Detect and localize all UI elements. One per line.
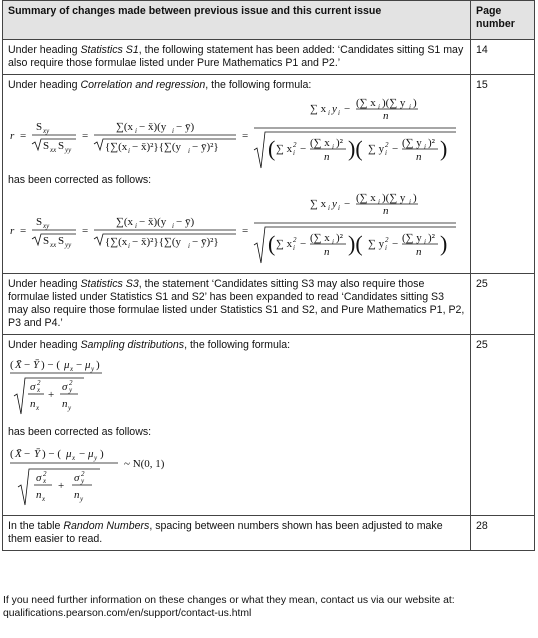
svg-text:n: n — [324, 151, 330, 163]
heading-ref: Statistics S3 — [80, 278, 139, 290]
svg-text:S: S — [43, 140, 50, 152]
svg-text:μ: μ — [64, 359, 70, 371]
svg-text:S: S — [58, 235, 65, 247]
svg-text:−: − — [76, 359, 83, 371]
svg-text:−: − — [344, 198, 351, 210]
svg-text:i: i — [409, 103, 411, 111]
svg-text:{∑(x: {∑(x — [105, 141, 128, 153]
svg-text:−: − — [24, 359, 31, 371]
heading-ref: Statistics S1 — [80, 44, 139, 56]
heading-ref: Sampling distributions — [80, 339, 185, 351]
svg-text:μ: μ — [88, 448, 94, 460]
svg-text:~ N(0, 1): ~ N(0, 1) — [124, 458, 165, 470]
table-row — [3, 516, 535, 551]
svg-text:)²: )² — [428, 232, 435, 244]
svg-text:2: 2 — [293, 141, 297, 149]
svg-text:∑(x: ∑(x — [116, 121, 134, 133]
svg-text:): ) — [413, 192, 417, 204]
svg-text:x: x — [70, 365, 74, 373]
page-number: 14 — [471, 40, 535, 75]
svg-text:σ: σ — [30, 381, 36, 393]
svg-text:x: x — [42, 495, 46, 503]
changes-table — [2, 0, 535, 551]
svg-text:(∑ x: (∑ x — [310, 137, 330, 149]
corrected-label: has been corrected as follows: — [8, 426, 152, 438]
footer-text: If you need further information on these changes or what they mean, contact us via our website at: — [3, 595, 455, 606]
svg-text:∑(x: ∑(x — [116, 216, 134, 228]
svg-text:Ȳ: Ȳ — [33, 359, 40, 371]
svg-text:)²: )² — [336, 137, 343, 149]
svg-text:i: i — [328, 109, 330, 117]
svg-text:i: i — [128, 147, 130, 155]
svg-text:=: = — [242, 225, 249, 237]
change-description: Under heading Correlation and regression, the following formula: r = S xy S xx S yy = ∑(x i − x̄)(y i − ȳ) {∑(x i − x̄)²}{∑(y i − ȳ)²} = ∑ x i y i − (∑ x i )(∑ y i ) n ( ∑ x 2 i − (∑ x i )² n )( ∑ y 2 i − (∑ y i )² n ) has been corrected as follows: r = S xy S xx S yy = ∑(x i − x̄)(y i − ȳ) {∑(x i − x̄)²}{∑(y i − ȳ)²} = ∑ x i y i − (∑ x i )(∑ y i ) n ( ∑ x 2 i − (∑ x i )² n )( ∑ y 2 i − (∑ y i )² n ) — [3, 75, 471, 274]
svg-text:i: i — [128, 242, 130, 250]
svg-text:y: y — [94, 454, 98, 462]
svg-text:i: i — [378, 103, 380, 111]
svg-text:(∑ x: (∑ x — [310, 232, 330, 244]
svg-text:n: n — [36, 489, 42, 501]
svg-text:x: x — [36, 404, 40, 412]
svg-text:n: n — [383, 110, 389, 122]
svg-text:): ) — [100, 448, 104, 460]
svg-text:∑ x: ∑ x — [276, 238, 293, 250]
svg-text:2: 2 — [69, 379, 73, 387]
heading-ref: Correlation and regression — [80, 79, 206, 91]
svg-text:i: i — [188, 147, 190, 155]
svg-text:2: 2 — [293, 236, 297, 244]
svg-text:−: − — [392, 143, 399, 155]
svg-text:xx: xx — [50, 241, 57, 249]
svg-text:− ȳ): − ȳ) — [176, 121, 195, 133]
change-description: Under heading Sampling distributions, the following formula: ( X̄ − Ȳ ) − ( μ x − μ y ) σ 2 x n x + σ 2 y n y has been corrected as follows: ( X̄ − Ȳ ) − ( μ x − μ y ) σ 2 x n x + σ 2 y n y ~ N(0, 1) — [3, 335, 471, 516]
svg-text:n: n — [416, 246, 422, 258]
svg-text:i: i — [328, 204, 330, 212]
svg-text:=: = — [82, 225, 89, 237]
page-number: 25 — [471, 274, 535, 335]
svg-text:y: y — [332, 198, 337, 210]
svg-text:X̄: X̄ — [15, 448, 22, 460]
change-description: Under heading Statistics S1, the following statement has been added: ‘Candidates sitting S1 may also require those formulae listed under Pure Mathematics P1 and P2.’ — [3, 40, 471, 75]
svg-text:(∑ x: (∑ x — [356, 97, 376, 109]
svg-text:n: n — [62, 398, 68, 410]
svg-text:(: ( — [10, 448, 14, 460]
svg-text:r: r — [10, 130, 15, 142]
svg-text:n: n — [30, 398, 36, 410]
svg-text:yy: yy — [65, 241, 72, 249]
correlation-formula-new — [8, 187, 465, 269]
svg-text:2: 2 — [37, 379, 41, 387]
svg-text:xy: xy — [43, 127, 50, 135]
table-row — [3, 274, 535, 335]
svg-text:− ȳ)²}: − ȳ)²} — [192, 141, 219, 153]
svg-text:− x̄)(y: − x̄)(y — [139, 121, 167, 133]
svg-text:−: − — [300, 238, 307, 250]
svg-text:=: = — [20, 130, 27, 142]
svg-text:i: i — [385, 149, 387, 157]
page-number: 25 — [471, 335, 535, 516]
svg-text:μ: μ — [66, 448, 72, 460]
svg-text:σ: σ — [74, 472, 80, 484]
svg-text:2: 2 — [385, 141, 389, 149]
svg-text:i: i — [293, 149, 295, 157]
svg-text:xy: xy — [43, 222, 50, 230]
svg-text:S: S — [36, 121, 43, 133]
page-number: 15 — [471, 75, 535, 274]
svg-text:− x̄)(y: − x̄)(y — [139, 216, 167, 228]
svg-text:+: + — [58, 480, 65, 492]
svg-text:X̄: X̄ — [15, 359, 22, 371]
svg-text:): ) — [440, 231, 448, 256]
svg-text:=: = — [242, 130, 249, 142]
svg-text:) − (: ) − ( — [42, 448, 62, 460]
svg-text:S: S — [58, 140, 65, 152]
svg-text:(∑ y: (∑ y — [402, 137, 422, 149]
svg-text:∑ x: ∑ x — [310, 198, 327, 210]
svg-text:): ) — [96, 359, 100, 371]
svg-text:xx: xx — [50, 146, 57, 154]
svg-text:yy: yy — [65, 146, 72, 154]
svg-text:∑ y: ∑ y — [368, 143, 385, 155]
svg-text:Ȳ: Ȳ — [34, 448, 41, 460]
svg-text:i: i — [172, 127, 174, 135]
contact-link[interactable]: qualifications.pearson.com/en/support/contact-us.html — [3, 608, 252, 619]
svg-text:y: y — [81, 477, 85, 485]
svg-text:(: ( — [268, 231, 276, 256]
svg-text:n: n — [416, 151, 422, 163]
correlation-formula-old — [8, 92, 465, 174]
svg-text:i: i — [172, 222, 174, 230]
svg-text:∑ x: ∑ x — [276, 143, 293, 155]
corrected-label: has been corrected as follows: — [8, 174, 152, 186]
svg-text:): ) — [413, 97, 417, 109]
svg-text:i: i — [409, 198, 411, 206]
svg-text:− x̄)²}{∑(y: − x̄)²}{∑(y — [132, 141, 181, 153]
svg-text:)(∑ y: )(∑ y — [382, 192, 406, 204]
svg-text:2: 2 — [81, 470, 85, 478]
svg-text:S: S — [36, 216, 43, 228]
svg-text:i: i — [188, 242, 190, 250]
svg-text:2: 2 — [385, 236, 389, 244]
table-row — [3, 75, 535, 274]
svg-text:i: i — [135, 127, 137, 135]
svg-text:− ȳ)²}: − ȳ)²} — [192, 236, 219, 248]
svg-text:)²: )² — [428, 137, 435, 149]
svg-text:∑ x: ∑ x — [310, 103, 327, 115]
svg-text:n: n — [74, 489, 80, 501]
svg-text:n: n — [324, 246, 330, 258]
footer-note — [3, 594, 533, 620]
svg-text:x: x — [37, 386, 41, 394]
svg-text:y: y — [332, 103, 337, 115]
table-row — [3, 335, 535, 516]
svg-text:i: i — [332, 143, 334, 151]
svg-text:i: i — [338, 204, 340, 212]
svg-text:σ: σ — [36, 472, 42, 484]
svg-text:{∑(x: {∑(x — [105, 236, 128, 248]
svg-text:2: 2 — [43, 470, 47, 478]
sampling-formula-new — [8, 439, 465, 511]
svg-text:− ȳ): − ȳ) — [176, 216, 195, 228]
svg-text:(: ( — [268, 136, 276, 161]
svg-text:S: S — [43, 235, 50, 247]
svg-text:−: − — [79, 448, 86, 460]
svg-text:−: − — [344, 103, 351, 115]
svg-text:+: + — [48, 389, 55, 401]
svg-text:i: i — [424, 238, 426, 246]
svg-text:=: = — [82, 130, 89, 142]
svg-text:y: y — [80, 495, 84, 503]
svg-text:)(: )( — [348, 136, 363, 161]
svg-text:−: − — [300, 143, 307, 155]
svg-text:)²: )² — [336, 232, 343, 244]
svg-text:)(: )( — [348, 231, 363, 256]
svg-text:): ) — [440, 136, 448, 161]
svg-text:i: i — [338, 109, 340, 117]
svg-text:∑ y: ∑ y — [368, 238, 385, 250]
svg-text:x: x — [72, 454, 76, 462]
svg-text:i: i — [378, 198, 380, 206]
svg-text:i: i — [424, 143, 426, 151]
svg-text:)(∑ y: )(∑ y — [382, 97, 406, 109]
svg-text:− x̄)²}{∑(y: − x̄)²}{∑(y — [132, 236, 181, 248]
svg-text:(∑ y: (∑ y — [402, 232, 422, 244]
svg-text:x: x — [43, 477, 47, 485]
summary-header: Summary of changes made between previous issue and this current issue — [3, 1, 471, 40]
page-number-header: Page number — [471, 1, 535, 40]
svg-text:=: = — [20, 225, 27, 237]
table-row — [3, 40, 535, 75]
svg-text:i: i — [332, 238, 334, 246]
svg-text:i: i — [135, 222, 137, 230]
svg-text:i: i — [385, 244, 387, 252]
table-header-row — [3, 1, 535, 40]
svg-text:−: − — [24, 448, 31, 460]
svg-text:r: r — [10, 225, 15, 237]
heading-ref: Random Numbers — [63, 520, 150, 532]
svg-text:y: y — [69, 386, 73, 394]
svg-text:n: n — [383, 205, 389, 217]
svg-text:σ: σ — [62, 381, 68, 393]
svg-text:(: ( — [10, 359, 14, 371]
svg-text:μ: μ — [85, 359, 91, 371]
page-number: 28 — [471, 516, 535, 551]
svg-text:−: − — [392, 238, 399, 250]
change-description: Under heading Statistics S3, the statement ‘Candidates sitting S3 may also require those formulae listed under Statistics S1 and S2’ has been expanded to read ‘Candidates sitting S3 may also require those formulae listed under Statistics S1 and S2, and Pure Mathematics P1, P2, P3 and P4.’ — [3, 274, 471, 335]
svg-text:y: y — [91, 365, 95, 373]
change-description: In the table Random Numbers, spacing between numbers shown has been adjusted to make them easier to read. — [3, 516, 471, 551]
svg-text:) − (: ) − ( — [41, 359, 61, 371]
sampling-formula-old — [8, 352, 465, 420]
svg-text:y: y — [68, 404, 72, 412]
svg-text:i: i — [293, 244, 295, 252]
svg-text:(∑ x: (∑ x — [356, 192, 376, 204]
